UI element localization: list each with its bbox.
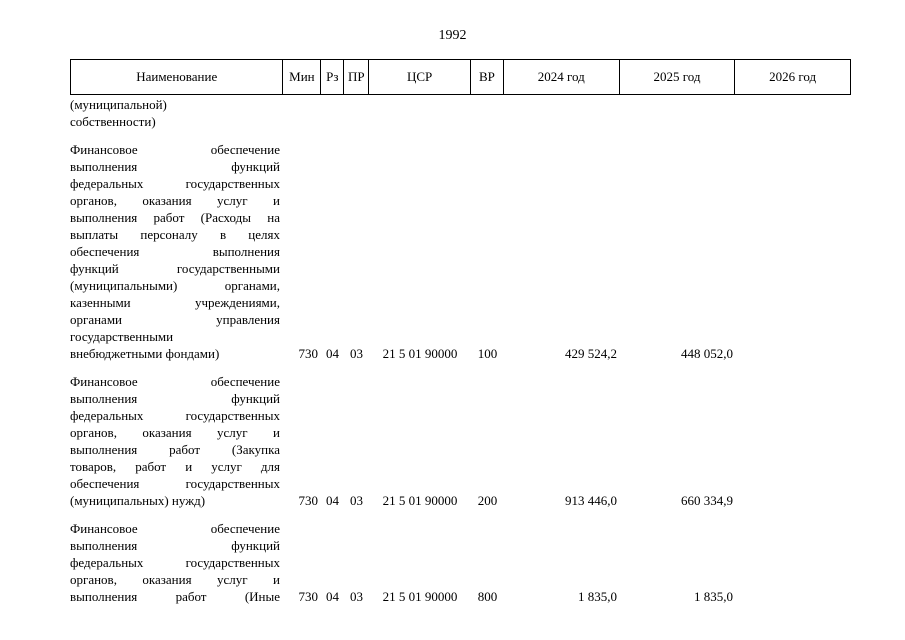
row-name-line: Финансовое обеспечение [70, 521, 280, 536]
header-rz: Рз [321, 60, 344, 94]
row-csr: 21 5 01 90000 [382, 493, 458, 508]
row-name-line: обеспечения государственных [70, 476, 280, 491]
row-name-line: органов, оказания услуг и [70, 572, 280, 587]
row-y2025: 660 334,9 [681, 493, 733, 508]
row-csr: 21 5 01 90000 [382, 589, 458, 604]
header-pr: ПР [344, 60, 369, 94]
row-name-line: Финансовое обеспечение [70, 142, 280, 157]
table-row [70, 373, 851, 509]
header-2025: 2025 год [620, 60, 736, 94]
row-min: 730 [298, 346, 318, 361]
table-header [70, 59, 851, 95]
header-2026: 2026 год [769, 69, 817, 84]
header-csr: ЦСР [369, 60, 471, 94]
row-vr: 200 [477, 493, 498, 508]
row-name-line: обеспечения выполнения [70, 244, 280, 259]
table-body [70, 95, 851, 616]
row-vr: 100 [477, 346, 498, 361]
row-name-line: выполнения функций [70, 391, 280, 406]
row-name-line: федеральных государственных [70, 408, 280, 423]
row-y2025: 448 052,0 [681, 346, 733, 361]
row-pr: 03 [350, 589, 363, 604]
row-name-line: казенными учреждениями, [70, 295, 280, 310]
row-name-line: выплаты персоналу в целях [70, 227, 280, 242]
row-rz: 04 [326, 493, 339, 508]
row-name-line: выполнения работ (Иные [70, 589, 280, 604]
row-csr: 21 5 01 90000 [382, 346, 458, 361]
row-name-line: внебюджетными фондами) [70, 346, 220, 361]
row-y2024: 429 524,2 [565, 346, 617, 361]
row-name-line: выполнения работ (Расходы на [70, 210, 280, 225]
row-name-line: органов, оказания услуг и [70, 425, 280, 440]
row-name-line: выполнения функций [70, 538, 280, 553]
row-name-line: выполнения функций [70, 159, 280, 174]
row-name-line: Финансовое обеспечение [70, 374, 280, 389]
row-name-line: (муниципальной) [70, 97, 167, 112]
row-pr: 03 [350, 346, 363, 361]
row-vr: 800 [477, 589, 498, 604]
row-min: 730 [298, 589, 318, 604]
row-name-line: государственными [70, 329, 174, 344]
table-row [70, 96, 851, 130]
row-name-line: функций государственными [70, 261, 280, 276]
row-y2024: 1 835,0 [578, 589, 617, 604]
row-name-line: органов, оказания услуг и [70, 193, 280, 208]
row-min: 730 [298, 493, 318, 508]
table-row [70, 141, 851, 362]
row-rz: 04 [326, 346, 339, 361]
row-name-line: (муниципальных) нужд) [70, 493, 206, 508]
row-name [70, 520, 283, 605]
row-name-line: выполнения работ (Закупка [70, 442, 280, 457]
row-name [70, 141, 283, 362]
row-name-line: собственности) [70, 114, 156, 129]
row-y2024: 913 446,0 [565, 493, 617, 508]
row-pr: 03 [350, 493, 363, 508]
row-name-line: товаров, работ и услуг для [70, 459, 280, 474]
row-name-line: федеральных государственных [70, 176, 280, 191]
header-min: Мин [283, 60, 321, 94]
header-name: Наименование [71, 60, 283, 94]
row-y2025: 1 835,0 [694, 589, 733, 604]
row-name-line: (муниципальными) органами, [70, 278, 280, 293]
row-rz: 04 [326, 589, 339, 604]
row-name [70, 373, 283, 509]
table-row [70, 520, 851, 605]
header-2024: 2024 год [504, 60, 620, 94]
row-name [70, 96, 283, 130]
row-name-line: федеральных государственных [70, 555, 280, 570]
row-name-line: органами управления [70, 312, 280, 327]
header-vr: ВР [471, 60, 504, 94]
page-number: 1992 [438, 28, 467, 43]
